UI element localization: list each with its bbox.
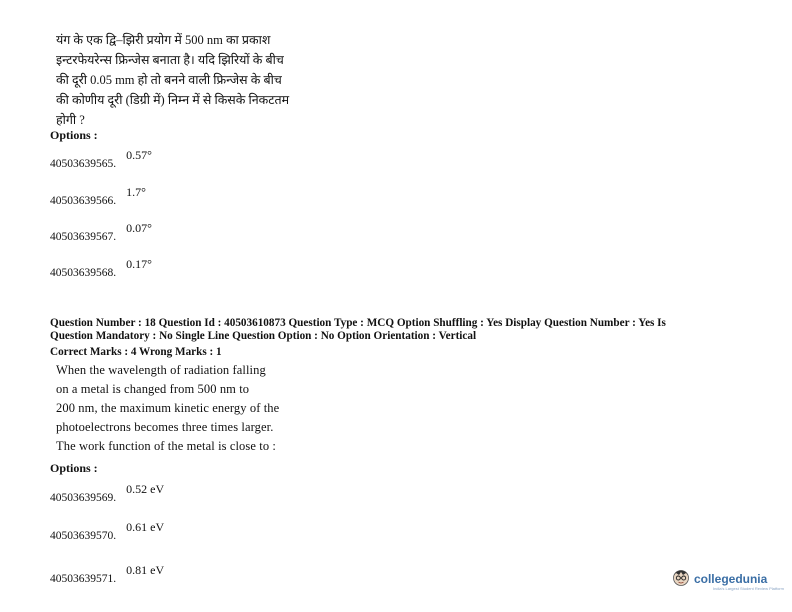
option-id: 40503639570. — [50, 530, 117, 542]
marks-info: Correct Marks : 4 Wrong Marks : 1 — [50, 346, 222, 358]
option-id: 40503639571. — [50, 573, 117, 585]
question-text-line: on a metal is changed from 500 nm to — [56, 382, 250, 396]
option-row[interactable] — [50, 183, 146, 207]
option-value: 1.7° — [126, 185, 146, 199]
option-id: 40503639566. — [50, 195, 117, 207]
option-id: 40503639568. — [50, 267, 117, 279]
question-text-line: When the wavelength of radiation falling — [56, 363, 266, 377]
option-row[interactable] — [50, 146, 152, 170]
option-row[interactable] — [50, 561, 165, 585]
question-text-line: की दूरी 0.05 mm हो तो बनने वाली फ्रिन्जेस के बीच — [56, 73, 282, 87]
watermark-brand: collegedunia — [693, 572, 768, 586]
question-text-line: होगी ? — [56, 113, 85, 127]
option-row[interactable] — [50, 255, 152, 279]
option-value: 0.81 eV — [126, 563, 165, 577]
watermark-tagline: India's Largest Student Review Platform — [712, 586, 784, 591]
question-18-text — [56, 361, 279, 456]
option-id: 40503639567. — [50, 231, 117, 243]
option-row[interactable] — [50, 480, 165, 504]
options-label: Options : — [50, 128, 98, 142]
question-text-line: यंग के एक द्वि–झिरी प्रयोग में 500 nm का प्रकाश — [56, 33, 271, 47]
question-meta-line: Question Mandatory : No Single Line Question Option : No Option Orientation : Vertical — [50, 330, 477, 342]
option-row[interactable] — [50, 518, 165, 542]
question-text-line: photoelectrons becomes three times larger. — [56, 420, 274, 434]
question-text-line: इन्टरफेयरेन्स फ्रिन्जेस बनाता है। यदि झिरियों के बीच — [56, 53, 284, 67]
option-id: 40503639565. — [50, 158, 117, 170]
question-17-text — [56, 30, 306, 130]
option-row[interactable] — [50, 219, 152, 243]
question-meta-line: Question Number : 18 Question Id : 40503610873 Question Type : MCQ Option Shuffling : Yes Display Question Number : Yes Is — [50, 317, 666, 329]
option-value: 0.17° — [126, 257, 152, 271]
option-value: 0.61 eV — [126, 520, 165, 534]
option-id: 40503639569. — [50, 492, 117, 504]
options-label: Options : — [50, 461, 98, 475]
option-value: 0.52 eV — [126, 482, 165, 496]
mascot-logo-icon — [671, 567, 691, 594]
question-text-line: The work function of the metal is close to : — [56, 439, 276, 453]
watermark-logo — [671, 567, 784, 594]
question-text-line: की कोणीय दूरी (डिग्री में) निम्न में से किसके निकटतम — [56, 93, 290, 107]
option-value: 0.57° — [126, 148, 152, 162]
option-value: 0.07° — [126, 221, 152, 235]
question-text-line: 200 nm, the maximum kinetic energy of the — [56, 401, 280, 415]
question-meta — [50, 317, 666, 343]
